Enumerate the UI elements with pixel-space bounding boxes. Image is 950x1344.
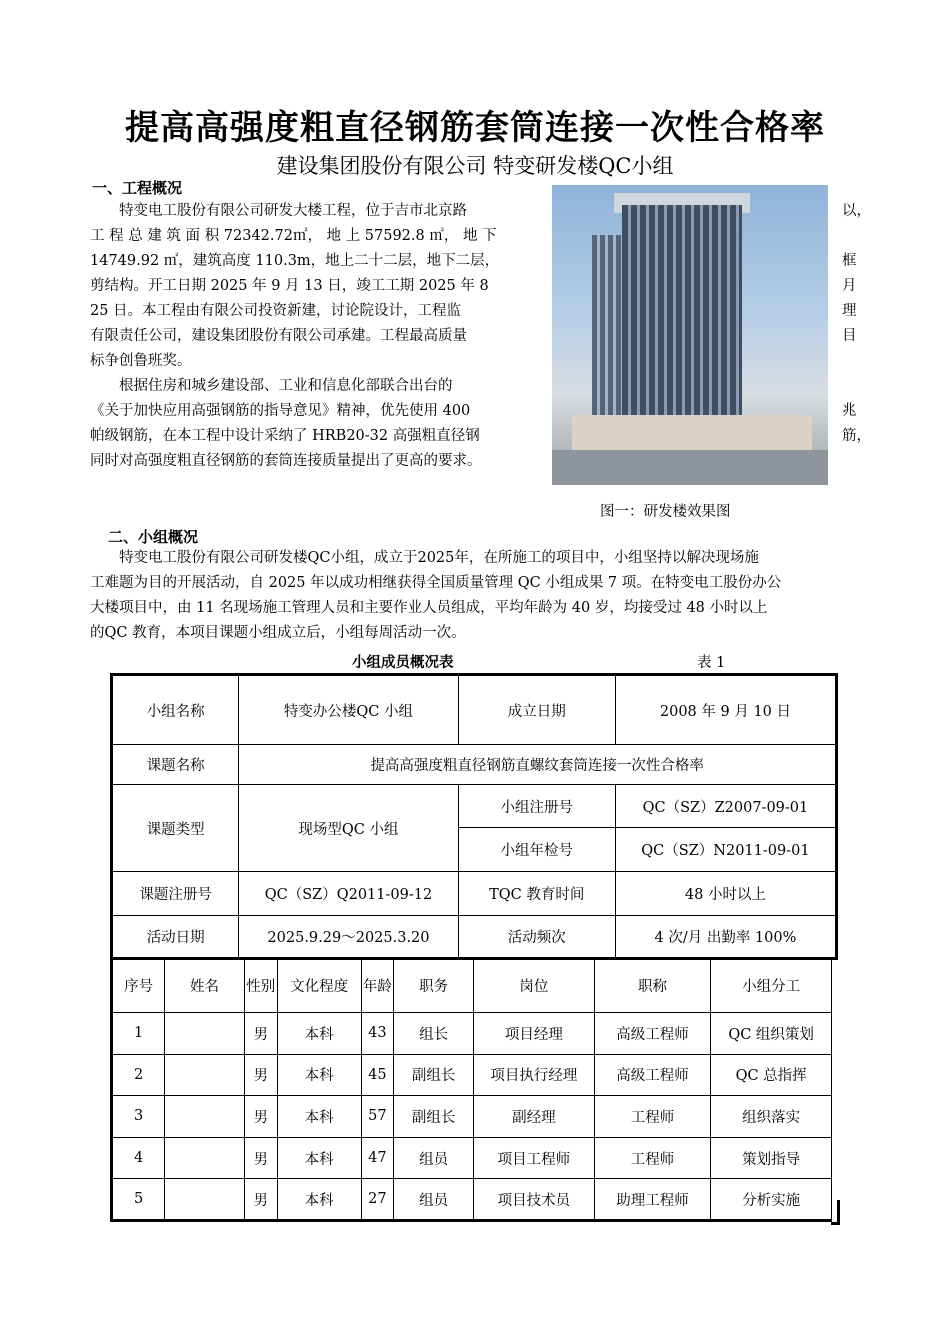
header-gender: 性别 [244, 959, 277, 1013]
text-line: 25 日。本工程由有限公司投资新建，讨论院设计，工程监 [90, 303, 462, 319]
table-cell: 3 [112, 1096, 165, 1138]
table-cell: 本科 [277, 1179, 361, 1221]
text-line: 工 程 总 建 筑 面 积 72342.72㎡， 地 上 57592.8 ㎡， 地 下 [90, 228, 497, 244]
table-cell: 本科 [277, 1137, 361, 1179]
text-line: 根据住房和城乡建设部、工业和信息化部联合出台的 [90, 378, 453, 394]
building-rendering-image [552, 185, 828, 485]
table-cell: 副组长 [394, 1054, 474, 1096]
header-role: 职务 [394, 959, 474, 1013]
table-cell: 副经理 [474, 1096, 595, 1138]
table-cell: 5 [112, 1179, 165, 1221]
text-fragment [842, 224, 871, 249]
table-row [112, 1096, 832, 1138]
text-fragment: 框 [842, 253, 857, 269]
table-cell: 工程师 [594, 1096, 711, 1138]
table-row [112, 1054, 832, 1096]
topic-value: 提高高强度粗直径钢筋直螺纹套筒连接一次性合格率 [239, 745, 837, 785]
table-cell: 副组长 [394, 1096, 474, 1138]
table-cell: 助理工程师 [594, 1179, 711, 1221]
table-end-mark [831, 1200, 840, 1225]
table-cell: 27 [361, 1179, 394, 1221]
table-cell: QC 组织策划 [711, 1013, 832, 1055]
text-fragment: 月 [842, 278, 857, 294]
table-cell [165, 1013, 245, 1055]
text-fragment: 兆 [842, 403, 857, 419]
table-cell: 57 [361, 1096, 394, 1138]
annual-label: 小组年检号 [458, 828, 615, 872]
text-line: 标争创鲁班奖。 [90, 353, 192, 369]
text-line: 的QC 教育，本项目课题小组成立后，小组每周活动一次。 [90, 625, 466, 641]
text-fragment: 以， [842, 203, 871, 219]
table-cell: 项目工程师 [474, 1137, 595, 1179]
table-cell: 45 [361, 1054, 394, 1096]
table-cell: 本科 [277, 1054, 361, 1096]
text-line: 剪结构。开工日期 2025 年 9 月 13 日，竣工工期 2025 年 8 [90, 278, 489, 294]
table-cell: 项目技术员 [474, 1179, 595, 1221]
table-cell: 本科 [277, 1013, 361, 1055]
section-heading-project: 一、工程概况 [92, 179, 183, 197]
table-cell: 男 [244, 1137, 277, 1179]
project-overview-text [90, 199, 499, 474]
table-cell: 男 [244, 1096, 277, 1138]
group-overview-text [90, 546, 781, 646]
text-line: 有限责任公司，建设集团股份有限公司承建。工程最高质量 [90, 328, 467, 344]
text-fragment [842, 349, 871, 374]
table-number: 表 1 [697, 655, 726, 671]
text-line: 特变电工股份有限公司研发楼QC小组，成立于2025年，在所施工的项目中，小组坚持以解决现场施 [90, 550, 759, 566]
table-cell: 组员 [394, 1137, 474, 1179]
figure-caption: 图一：研发楼效果图 [600, 504, 731, 520]
project-overview-text-right [842, 199, 871, 449]
freq-label: 活动频次 [458, 916, 615, 959]
text-line: 特变电工股份有限公司研发大楼工程，位于吉市北京路 [90, 203, 467, 219]
section-heading-group: 二、小组概况 [108, 528, 199, 546]
header-age: 年龄 [361, 959, 394, 1013]
header-index: 序号 [112, 959, 165, 1013]
header-title: 职称 [594, 959, 711, 1013]
text-line: 14749.92 ㎡，建筑高度 110.3m，地上二十二层，地下二层， [90, 253, 500, 269]
table-cell: QC 总指挥 [711, 1054, 832, 1096]
type-value: 现场型QC 小组 [239, 785, 458, 872]
table-cell: 43 [361, 1013, 394, 1055]
header-duty: 小组分工 [711, 959, 832, 1013]
members-table [110, 958, 832, 1222]
document-subtitle: 建设集团股份有限公司 特变研发楼QC小组 [276, 154, 674, 178]
header-position: 岗位 [474, 959, 595, 1013]
reg-value: QC（SZ）Z2007-09-01 [615, 785, 836, 828]
table-cell: 男 [244, 1179, 277, 1221]
table-cell [165, 1096, 245, 1138]
text-line: 大楼项目中，由 11 名现场施工管理人员和主要作业人员组成，平均年龄为 40 岁，均接受过 48 小时以上 [90, 600, 768, 616]
table-caption: 小组成员概况表 [352, 654, 454, 671]
annual-value: QC（SZ）N2011-09-01 [615, 828, 836, 872]
text-fragment: 目 [842, 328, 857, 344]
table-cell: 47 [361, 1137, 394, 1179]
table-cell: 项目执行经理 [474, 1054, 595, 1096]
text-fragment: 筋， [842, 428, 871, 444]
text-line: 同时对高强度粗直径钢筋的套筒连接质量提出了更高的要求。 [90, 453, 482, 469]
table-cell: 组长 [394, 1013, 474, 1055]
founded-value: 2008 年 9 月 10 日 [615, 675, 836, 745]
table-cell: 工程师 [594, 1137, 711, 1179]
group-name-label: 小组名称 [112, 675, 239, 745]
text-line: 工难题为目的开展活动，自 2025 年以成功相继获得全国质量管理 QC 小组成果 7 项。在特变电工股份办公 [90, 575, 782, 591]
table-cell: 组织落实 [711, 1096, 832, 1138]
group-info-table [110, 673, 838, 960]
topic-label: 课题名称 [112, 745, 239, 785]
text-line: 帕级钢筋，在本工程中设计采纳了 HRB20-32 高强粗直径钢 [90, 428, 480, 444]
table-cell: 本科 [277, 1096, 361, 1138]
table-cell: 高级工程师 [594, 1013, 711, 1055]
reg-label: 小组注册号 [458, 785, 615, 828]
tqc-label: TQC 教育时间 [458, 872, 615, 916]
table-cell: 组员 [394, 1179, 474, 1221]
table-cell: 男 [244, 1013, 277, 1055]
table-cell: 4 [112, 1137, 165, 1179]
table-cell: 项目经理 [474, 1013, 595, 1055]
period-value: 2025.9.29～2025.3.20 [239, 916, 458, 959]
header-education: 文化程度 [277, 959, 361, 1013]
freq-value: 4 次/月 出勤率 100% [615, 916, 836, 959]
type-label: 课题类型 [112, 785, 239, 872]
table-cell: 高级工程师 [594, 1054, 711, 1096]
group-name-value: 特变办公楼QC 小组 [239, 675, 458, 745]
table-row [112, 1013, 832, 1055]
table-row [112, 1179, 832, 1221]
period-label: 活动日期 [112, 916, 239, 959]
tqc-value: 48 小时以上 [615, 872, 836, 916]
table-cell [165, 1137, 245, 1179]
table-cell [165, 1179, 245, 1221]
table-cell: 策划指导 [711, 1137, 832, 1179]
document-title: 提高高强度粗直径钢筋套筒连接一次性合格率 [125, 108, 825, 148]
header-name: 姓名 [165, 959, 245, 1013]
topic-reg-label: 课题注册号 [112, 872, 239, 916]
topic-reg-value: QC（SZ）Q2011-09-12 [239, 872, 458, 916]
table-row [112, 1137, 832, 1179]
text-line: 《关于加快应用高强钢筋的指导意见》精神，优先使用 400 [90, 403, 471, 419]
founded-label: 成立日期 [458, 675, 615, 745]
text-fragment [842, 374, 871, 399]
text-fragment: 理 [842, 303, 857, 319]
table-cell: 分析实施 [711, 1179, 832, 1221]
table-cell: 男 [244, 1054, 277, 1096]
table-cell: 1 [112, 1013, 165, 1055]
table-cell: 2 [112, 1054, 165, 1096]
table-cell [165, 1054, 245, 1096]
